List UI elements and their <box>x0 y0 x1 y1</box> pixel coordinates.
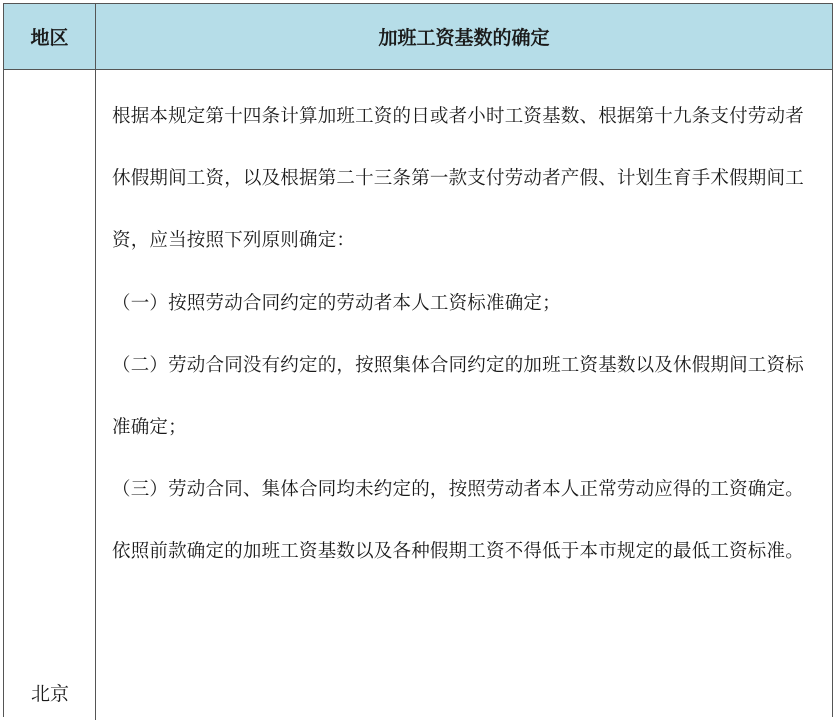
paragraph-conclusion: 依照前款确定的加班工资基数以及各种假期工资不得低于本市规定的最低工资标准。 <box>112 541 804 563</box>
region-name: 北京 <box>30 683 69 705</box>
paragraph-item-1: （一）按照劳动合同约定的劳动者本人工资标准确定； <box>112 292 561 314</box>
table-row <box>4 70 832 720</box>
header-content: 加班工资基数的确定 <box>378 27 550 49</box>
paragraph-intro: 根据本规定第十四条计算加班工资的日或者小时工资基数、根据第十九条支付劳动者休假期间工资，以及根据第二十三条第一款支付劳动者产假、计划生育手术假期间工资，应当按照下列原则确定： <box>112 106 804 252</box>
table-header-row <box>4 4 832 70</box>
paragraph-item-2: （二）劳动合同没有约定的，按照集体合同约定的加班工资基数以及休假期间工资标准确定； <box>112 354 804 439</box>
content-cell <box>112 86 812 584</box>
overtime-pay-table <box>3 3 833 717</box>
region-cell <box>4 70 96 720</box>
header-region: 地区 <box>4 4 96 69</box>
paragraph-item-3: （三）劳动合同、集体合同均未约定的，按照劳动者本人正常劳动应得的工资确定。 <box>112 479 804 501</box>
